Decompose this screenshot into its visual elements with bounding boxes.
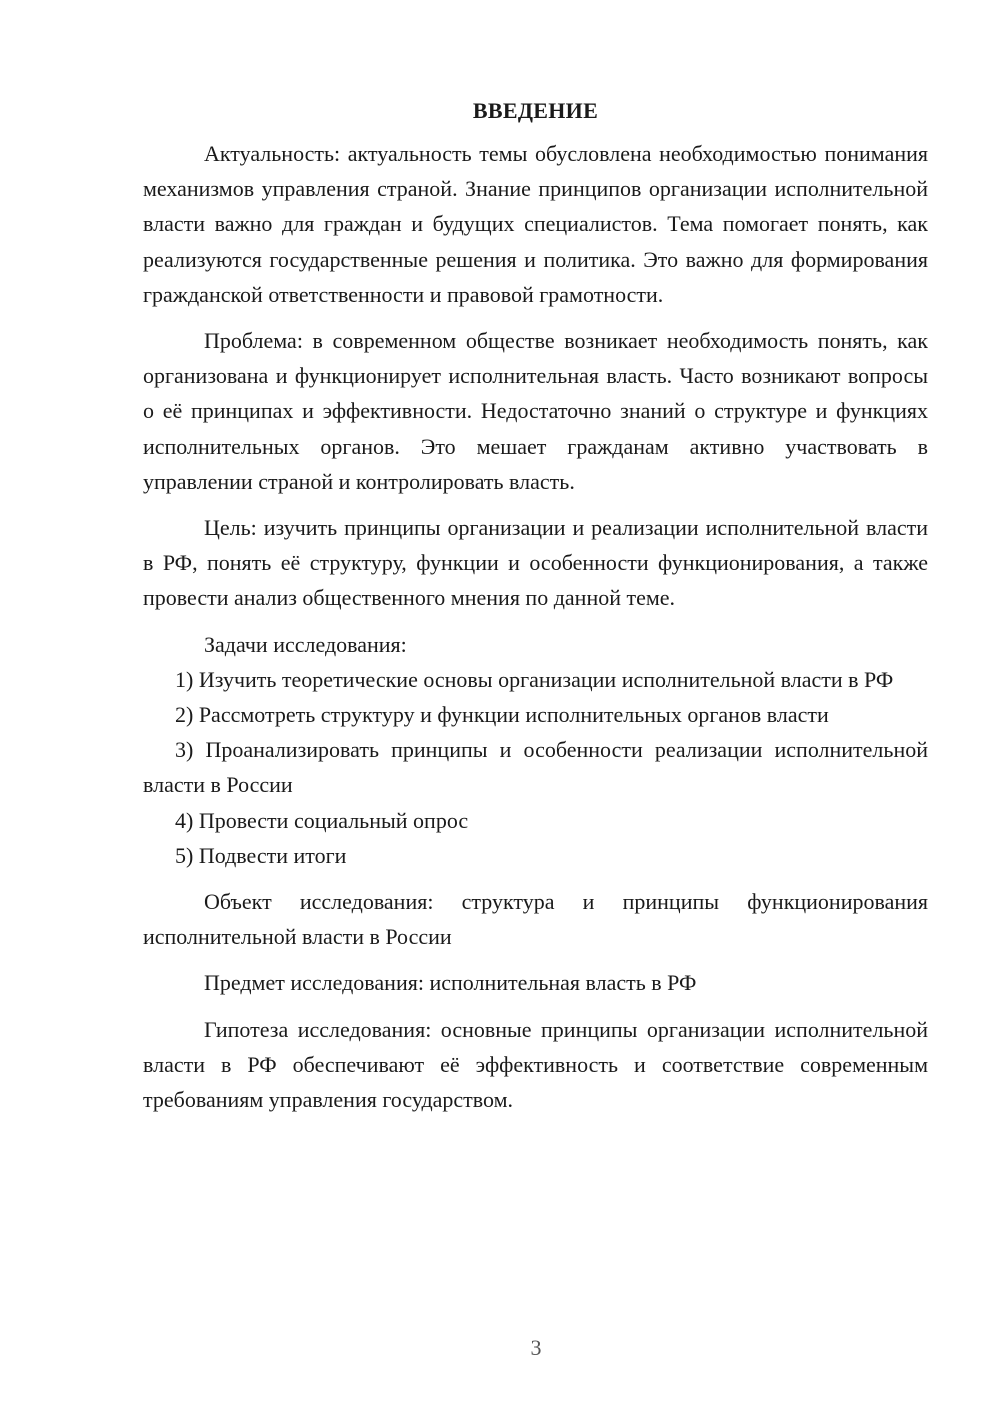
paragraph-goal: Цель: изучить принципы организации и реализации исполнительной власти в РФ, понять её структуру, функции и особенности функционирования, а также провести анализ общественного мнения по данной теме. — [143, 515, 928, 611]
task-item-2: 2) Рассмотреть структуру и функции исполнительных органов власти — [175, 702, 829, 728]
paragraph-problem: Проблема: в современном обществе возникает необходимость понять, как организована и функционирует исполнительная власть. Часто возникают вопросы о её принципах и эффективности. Недостаточно знаний о структуре и функциях исполнительных органов. Это мешает гражданам активно участвовать в управлении страной и контролировать власть. — [143, 328, 928, 494]
page-content — [143, 96, 928, 1117]
task-item-4: 4) Провести социальный опрос — [175, 807, 469, 833]
tasks-heading: Задачи исследования: — [204, 631, 407, 657]
section-title: ВВЕДЕНИЕ — [472, 98, 599, 123]
task-item-5: 5) Подвести итоги — [175, 842, 347, 868]
paragraph-hypothesis: Гипотеза исследования: основные принципы организации исполнительной власти в РФ обеспечивают её эффективность и соответствие современным требованиям управления государством. — [143, 1016, 928, 1113]
task-item-1: 1) Изучить теоретические основы организации исполнительной власти в РФ — [175, 666, 894, 692]
paragraph-object: Объект исследования: структура и принципы функционирования исполнительной власти в России — [143, 889, 928, 950]
paragraph-relevance: Актуальность: актуальность темы обусловлена необходимостью понимания механизмов управления страной. Знание принципов организации исполнительной власти важно для граждан и будущих специалистов. Тема помогает понять, как реализуются государственные решения и политика. Это важно для формирования гражданской ответственности и правовой грамотности. — [143, 141, 928, 307]
paragraph-subject: Предмет исследования: исполнительная власть в РФ — [204, 970, 697, 996]
page-number: 3 — [530, 1335, 542, 1360]
task-item-3: 3) Проанализировать принципы и особенности реализации исполнительной власти в России — [143, 737, 928, 798]
